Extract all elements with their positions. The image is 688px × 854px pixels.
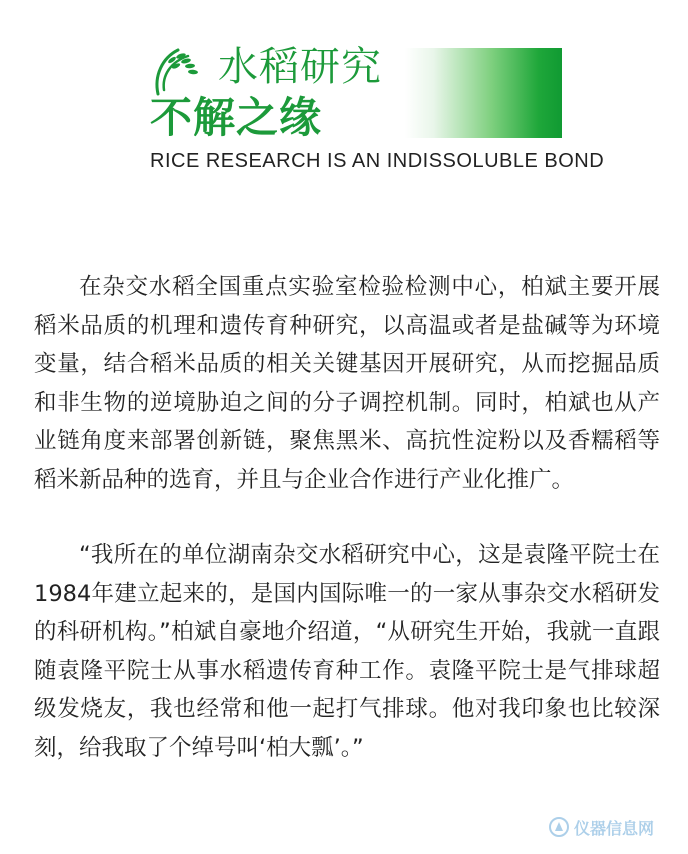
article-paragraph: “我所在的单位湖南杂交水稻研究中心，这是袁隆平院士在1984年建立起来的，是国内国际唯一的一家从事杂交水稻研发的科研机构。”柏斌自豪地介绍道，“从研究生开始，我就一直跟随袁隆平院士从事水稻遗传育种工作。袁隆平院士是气排球超级发烧友，我也经常和他一起打气排球。他对我印象也比较深刻，给我取了个绰号叫‘柏大瓢’。” [34,542,660,761]
header-title-line2: 不解之缘 [150,93,323,142]
header-subtitle: RICE RESEARCH IS AN INDISSOLUBLE BOND [150,150,605,172]
article-header [0,0,688,180]
rice-stalk-icon [148,46,208,96]
site-watermark [548,812,678,842]
article-paragraph: 在杂交水稻全国重点实验室检验检测中心，柏斌主要开展稻米品质的机理和遗传育种研究，以高温或者是盐碱等为环境变量，结合稻米品质的相关关键基因开展研究，从而挖掘品质和非生物的逆境胁迫之间的分子调控机制。同时，柏斌也从产业链角度来部署创新链，聚焦黑米、高抗性淀粉以及香糯稻等稻米新品种的选育，并且与企业合作进行产业化推广。 [34,274,660,493]
header-title-line1: 水稻研究 [218,44,382,90]
green-gradient-banner [405,48,562,138]
instrument-logo-icon [548,816,570,838]
watermark-text: 仪器信息网 [574,818,655,838]
article-body [34,268,660,767]
